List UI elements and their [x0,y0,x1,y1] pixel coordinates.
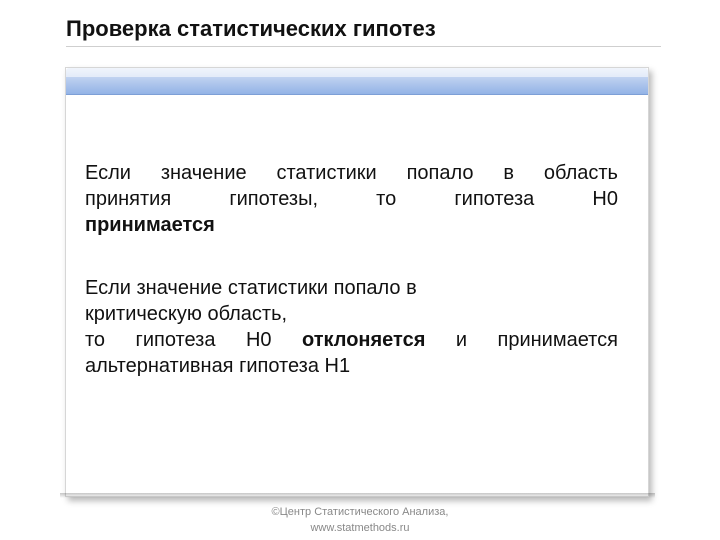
word: принятия [85,188,172,210]
word: гипотезы, [229,188,319,210]
word: область [543,162,618,184]
word: Если [85,162,131,184]
paragraph-line: Если значение статистики попало в [85,277,417,299]
word: принимается [497,329,618,351]
paragraph-line [85,160,618,186]
word: H0 [592,188,618,210]
paragraph-line: критическую область, [85,303,288,325]
panel-shadow [60,493,655,498]
panel-header-highlight [66,68,648,77]
footer-copyright: ©Центр Статистического Анализа, [271,506,449,518]
accepted-keyword: принимается [85,214,215,236]
rejected-keyword: отклоняется [302,329,426,351]
paragraph-line: альтернативная гипотеза H1 [85,355,351,377]
word: гипотеза [454,188,535,210]
word: гипотеза [135,329,216,351]
word: и [455,329,468,351]
paragraph-rejection [85,275,618,379]
footer-link[interactable]: www.statmethods.ru [310,522,410,534]
word: значение [160,162,247,184]
title-divider [66,46,661,47]
paragraph-line [85,212,618,238]
paragraph-line [85,327,618,353]
paragraph-acceptance [85,160,618,238]
word: попало [406,162,474,184]
slide-title: Проверка статистических гипотез [66,16,436,41]
word: то [376,188,397,210]
copyright-footer [0,504,720,536]
word: в [503,162,515,184]
panel-header-bar [66,68,648,95]
word: статистики [276,162,377,184]
word: H0 [245,329,272,351]
paragraph-line [85,186,618,212]
word: то [85,329,106,351]
